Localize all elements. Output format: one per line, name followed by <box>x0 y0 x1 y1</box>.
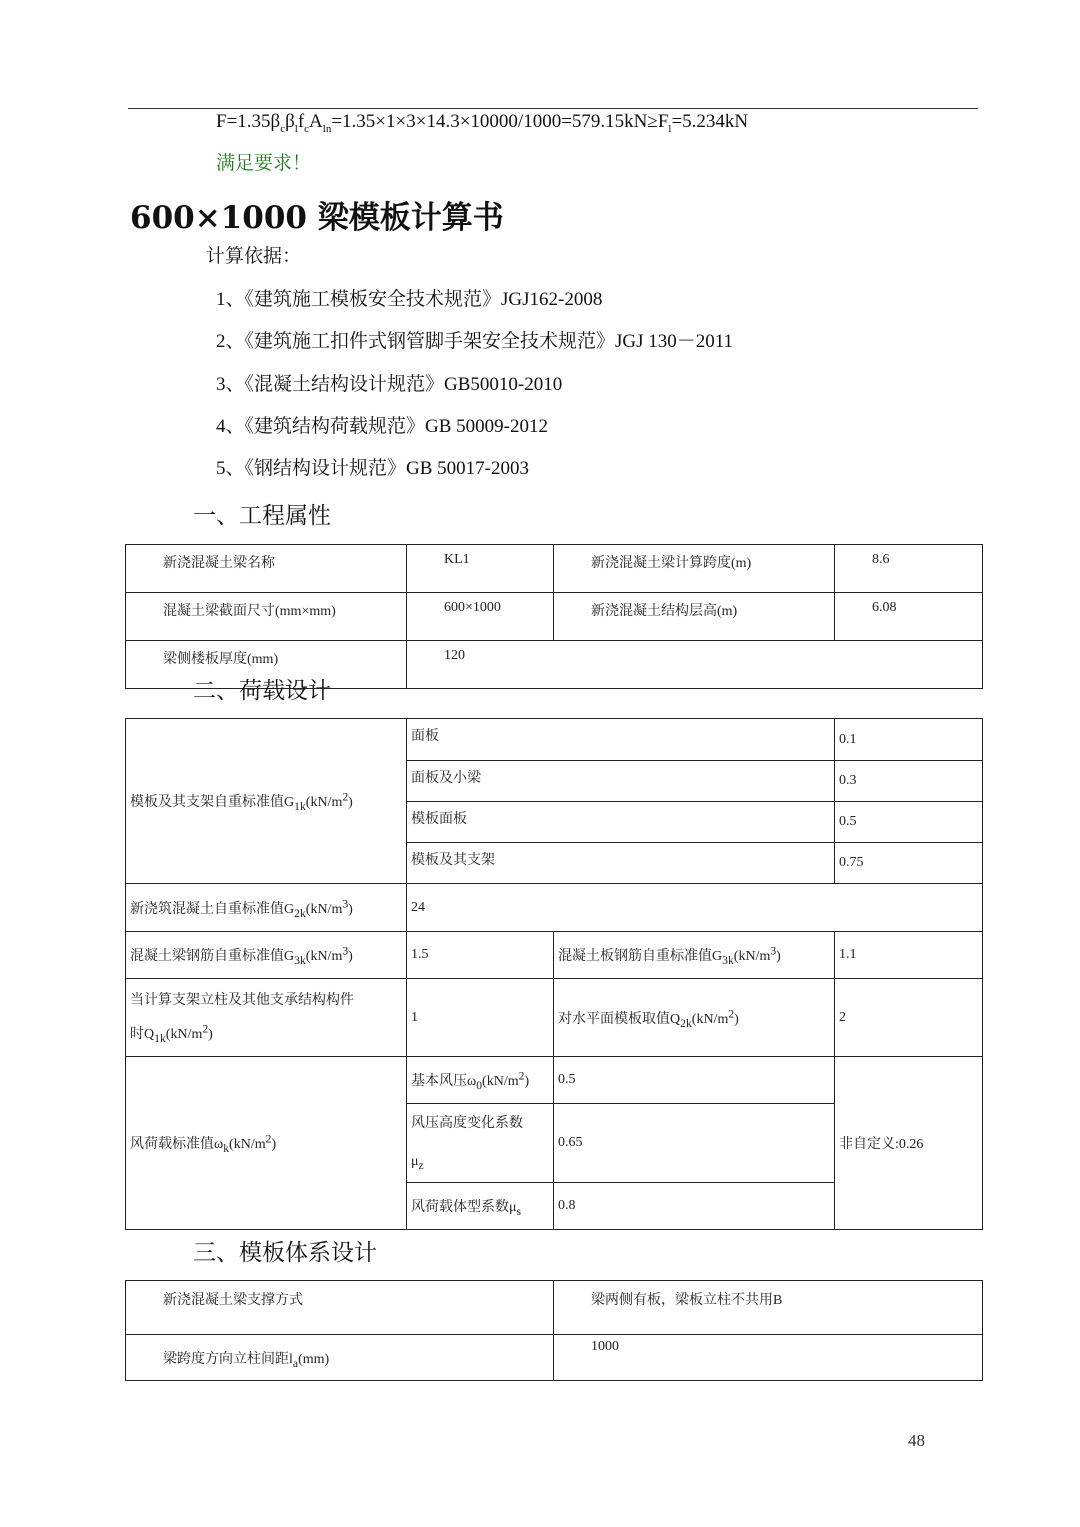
table-cell: 0.1 <box>835 719 983 761</box>
reference-item: 3、《混凝土结构设计规范》GB50010-2010 <box>216 374 563 395</box>
table-cell: 0.75 <box>835 843 983 884</box>
table-cell: 新浇筑混凝土自重标准值$G_{2k}(kN/m^3)$ <box>126 884 407 932</box>
table-cell: 梁两侧有板，梁板立柱不共用B <box>554 1281 983 1335</box>
table-cell: 风荷载体型系数$\mu_s$ <box>407 1183 554 1230</box>
table-row <box>126 1335 983 1381</box>
table-cell: 面板 <box>407 719 835 761</box>
page-number: 48 <box>908 1431 925 1450</box>
table-row <box>126 593 983 641</box>
table-cell: 新浇混凝土梁计算跨度(m) <box>554 545 835 593</box>
table-cell: 1000 <box>554 1335 983 1381</box>
table-cell: 600×1000 <box>407 593 554 641</box>
table-cell: 1 <box>407 979 554 1057</box>
table-row <box>126 719 983 761</box>
load-design-table <box>125 718 983 1230</box>
table-cell: 新浇混凝土梁名称 <box>126 545 407 593</box>
section-heading-formwork: 三、模板体系设计 <box>193 1240 377 1266</box>
table-cell: 基本风压$\omega_0(kN/m^2)$ <box>407 1057 554 1104</box>
table-cell: 120 <box>407 641 983 689</box>
formula-line: $F=1.35\beta_c\beta_lf_cA_{ln}=1.35\times 1\times 3\times 14.3\times 10000/1000=579.15kN\ge F_l=5.234kN$ <box>216 111 749 135</box>
table-cell: 对水平面模板取值$Q_{2k}(kN/m^2)$ <box>554 979 835 1057</box>
table-cell: 梁侧楼板厚度(mm) <box>126 641 407 689</box>
table-row <box>126 1281 983 1335</box>
page-title: 600×1000 梁模板计算书 <box>130 200 504 236</box>
reference-item: 5、《钢结构设计规范》GB 50017-2003 <box>216 458 529 479</box>
header-rule <box>128 108 978 109</box>
table-cell: 风荷载标准值$\omega_k(kN/m^2)$ <box>126 1057 407 1230</box>
section-heading-project: 一、工程属性 <box>193 503 331 529</box>
table-cell: 1.1 <box>835 932 983 979</box>
table-cell: 混凝土梁钢筋自重标准值$G_{3k}(kN/m^3)$ <box>126 932 407 979</box>
reference-item: 2、《建筑施工扣件式钢管脚手架安全技术规范》JGJ 130－2011 <box>216 331 734 352</box>
table-cell: 模板及其支架自重标准值$G_{1k}(kN/m^2)$ <box>126 719 407 884</box>
table-cell: 0.8 <box>554 1183 835 1230</box>
table-cell: 0.5 <box>554 1057 835 1104</box>
table-cell: 0.5 <box>835 802 983 843</box>
table-row <box>126 545 983 593</box>
table-cell: 0.3 <box>835 761 983 802</box>
table-cell: 24 <box>407 884 983 932</box>
project-properties-table <box>125 544 983 689</box>
table-cell: 面板及小梁 <box>407 761 835 802</box>
table-cell: 非自定义:0.26 <box>835 1057 983 1230</box>
basis-label: 计算依据： <box>206 245 302 267</box>
section-heading-load: 二、荷载设计 <box>193 678 331 704</box>
table-cell: 混凝土板钢筋自重标准值$G_{3k}(kN/m^3)$ <box>554 932 835 979</box>
table-cell: 6.08 <box>835 593 983 641</box>
reference-item: 1、《建筑施工模板安全技术规范》JGJ162-2008 <box>216 289 603 310</box>
reference-item: 4、《建筑结构荷载规范》GB 50009-2012 <box>216 416 548 437</box>
table-row <box>126 884 983 932</box>
table-cell: 混凝土梁截面尺寸(mm×mm) <box>126 593 407 641</box>
table-row <box>126 932 983 979</box>
formwork-system-table <box>125 1280 983 1381</box>
table-cell: 模板及其支架 <box>407 843 835 884</box>
table-cell: 1.5 <box>407 932 554 979</box>
table-cell: KL1 <box>407 545 554 593</box>
table-cell: 梁跨度方向立柱间距$l_a(mm)$ <box>126 1335 554 1381</box>
table-cell: 新浇混凝土结构层高(m) <box>554 593 835 641</box>
ok-text: 满足要求！ <box>216 152 312 174</box>
table-cell: 模板面板 <box>407 802 835 843</box>
table-cell: 0.65 <box>554 1104 835 1183</box>
table-cell: 当计算支架立柱及其他支承结构构件 时$Q_{1k}(kN/m^2)$ <box>126 979 407 1057</box>
table-row <box>126 1057 983 1104</box>
table-cell: 风压高度变化系数 $\mu_z$ <box>407 1104 554 1183</box>
table-row <box>126 979 983 1057</box>
table-cell: 2 <box>835 979 983 1057</box>
table-cell: 新浇混凝土梁支撑方式 <box>126 1281 554 1335</box>
table-cell: 8.6 <box>835 545 983 593</box>
